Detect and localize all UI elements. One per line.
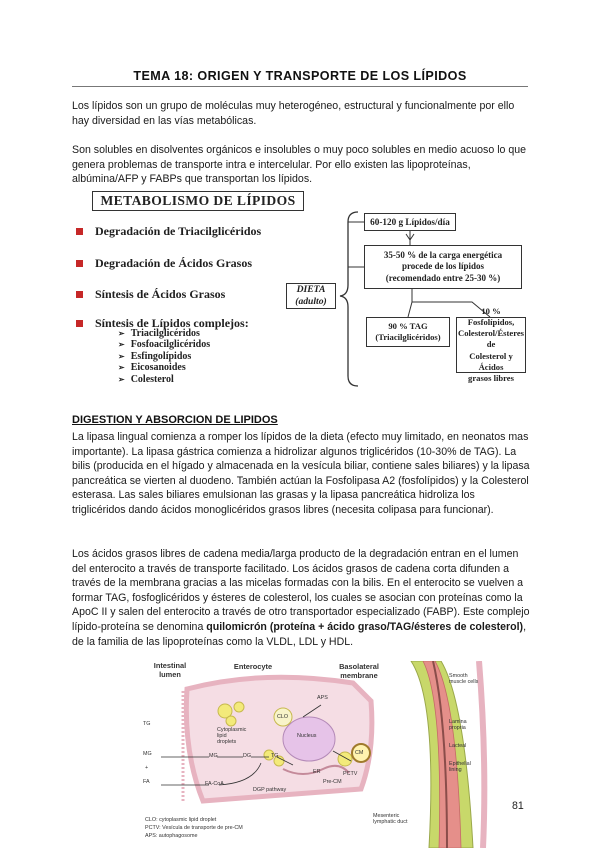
enterocyte-figure [143, 661, 493, 848]
absorption-paragraph: Los ácidos grasos libres de cadena media/larga producto de la degradación entran en el lumen del enterocito a través de transporte facilitado. Los ácidos grasos de cadena corta difunden a través de la membrana gracias a las micelas formadas con la bilis. En el enterocito se vuelven a formar TAG, fosfoglicéridos y ésteres de colesterol, los cuales se asocian con proteínas como la ApoC II y salen del enterocito a través de otro transportador especializado (FABP). Este complejo lípido-proteína se denomina quilomicrón (proteína + ácido graso/TAG/ésteres de colesterol), de la familia de las lipoproteínas como la VLDL, LDL y HDL. [72, 548, 530, 648]
figure-label-aps: APS [317, 695, 328, 701]
arrow-icon: ➢ [118, 374, 125, 384]
figure-label-mg: MG [143, 751, 152, 757]
figure-label-pre-cm: Pre-CM [323, 779, 342, 785]
arrow-icon: ➢ [118, 329, 125, 338]
figure-label-dgp: DGP pathway [253, 787, 287, 793]
arrow-icon: ➢ [118, 363, 125, 373]
figure-label-enterocyte: Enterocyte [233, 662, 273, 671]
box-tag: 90 % TAG (Triacilglicéridos) [366, 317, 450, 347]
figure-label-tg: TG [143, 721, 151, 727]
figure-label-lumen: Intestinal lumen [153, 661, 187, 679]
metabolism-title: METABOLISMO DE LÍPIDOS [92, 191, 304, 211]
figure-label-lacteal: Lacteal [449, 743, 467, 749]
page-number: 81 [512, 800, 524, 812]
figure-label-plus: + [145, 765, 149, 771]
box-other-lipids: 10 % Fosfolípidos, Colesterol/Ésteres de Colesterol y Ácidos grasos libres [457, 305, 525, 384]
figure-label-er: ER [313, 769, 321, 775]
figure-label-pctv: PCTV [343, 771, 358, 777]
arrow-icon: ➢ [118, 340, 125, 350]
metabolism-item: Síntesis de Lípidos complejos: [76, 316, 249, 331]
figure-label-fa: FA [143, 779, 150, 785]
digestion-paragraph: La lipasa lingual comienza a romper los lípidos de la dieta (efecto muy limitado, en neonatos mas importante). La lipasa gástrica comienza a hidrolizar algunos triglicéridos (10-30% de TAG). La bilis (producida en el hígado y almacenada en la vesícula biliar, contiene sales biliares) y la lipasa pancreática se vierten al duodeno. También actúan la Fosfolipasa A2 (fosfolípidos) y la Colesterol esterasa. Las sales biliares emulsionan las grasas y la lipasa pancreática hidroliza los triglicéridos dando ácidos monoglicéridos grasos libres (necesita colipasa para funcionar). [72, 431, 530, 516]
list-item: ➢ Colesterol [118, 373, 174, 385]
figure-label-cm: CM [355, 750, 364, 756]
figure-label-epithelial: Epithelial lining [449, 761, 471, 774]
dieta-box: DIETA (adulto) [286, 283, 336, 309]
page-title: TEMA 18: ORIGEN Y TRANSPORTE DE LOS LÍPIDOS [72, 69, 528, 87]
figure-label-tg-inner: TG [271, 753, 279, 759]
metabolism-item: Degradación de Triacilglicéridos [76, 224, 261, 239]
metabolism-figure [72, 190, 530, 388]
figure-label-lymphatic: Mesenteric lymphatic duct [373, 813, 408, 826]
list-item: ➢ Esfingolípidos [118, 350, 192, 362]
figure-label-basolateral: Basolateral membrane [339, 662, 379, 680]
figure-label-smooth-muscle: Smooth muscle cells [449, 673, 479, 686]
list-item: ➢ Eicosanoides [118, 362, 186, 374]
arrow-icon: ➢ [118, 351, 125, 361]
figure-legend-2: PCTV: Vesícula de transporte de pre-CM [145, 825, 243, 831]
box-daily-intake: 60-120 g Lípidos/día [364, 213, 456, 231]
figure-label-dg: DG [243, 753, 252, 759]
figure-label-lamina: Lamina propria [449, 719, 467, 732]
figure-label-mg-inner: MG [209, 753, 218, 759]
list-item: ➢ Fosfoacilglicéridos [118, 339, 211, 351]
metabolism-item: Síntesis de Ácidos Grasos [76, 287, 225, 302]
intro-paragraph-1: Los lípidos son un grupo de moléculas muy heterogéneo, estructural y funcionalmente por ello hay diversidad en las vías metabólicas. [72, 100, 515, 127]
figure-label-clo: CLO [277, 714, 289, 720]
figure-label-lipid-droplets: Cytoplasmic lipid droplets [217, 727, 247, 746]
intro-paragraph-2: Son solubles en disolventes orgánicos e insolubles o muy poco solubles en medio acuoso lo que genera problemas de transporte intra e intercelular. Por ello existen las lipoproteínas, albúmina/AFP y FABPs que transportan los lípidos. [72, 144, 527, 186]
box-energy: 35-50 % de la carga energética procede de los lípidos (recomendado entre 25-30 %) [364, 245, 522, 289]
list-item: ➢ Triacilglicéridos [118, 328, 200, 339]
metabolism-item: Degradación de Ácidos Grasos [76, 256, 252, 271]
figure-label-fa-coa: FA-CoA [205, 781, 224, 787]
section-heading: DIGESTION Y ABSORCION DE LIPIDOS [72, 414, 278, 426]
figure-legend-1: CLO: cytoplasmic lipid droplet [145, 817, 217, 823]
figure-legend-3: APS: autophagosome [145, 833, 198, 839]
figure-label-nucleus: Nucleus [297, 733, 317, 739]
